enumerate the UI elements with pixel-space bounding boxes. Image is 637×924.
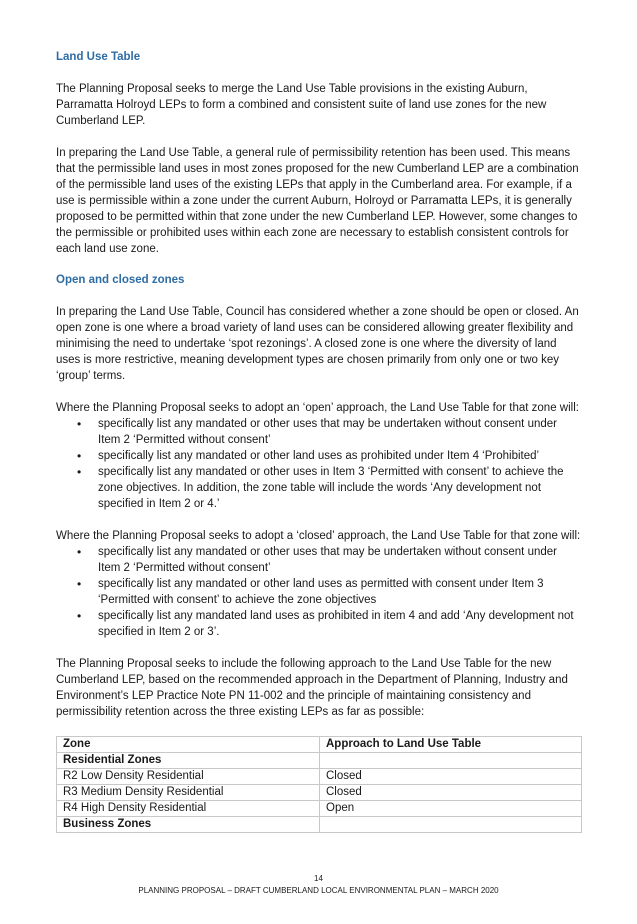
table-cell-zone: R4 High Density Residential (57, 801, 320, 817)
table-row (57, 817, 582, 833)
list-item: • specifically list any mandated land uses as prohibited in item 4 and add ‘Any development not specified in Item 2 or 3’. (56, 608, 582, 640)
table-header-row (57, 737, 582, 753)
land-use-table-heading: Land Use Table (56, 51, 141, 63)
closed-approach-list (56, 544, 582, 640)
table-cell-zone: R2 Low Density Residential (57, 769, 320, 785)
table-row (57, 785, 582, 801)
approach-paragraph: The Planning Proposal seeks to include the following approach to the Land Use Table for the new Cumberland LEP, based on the recommended approach in the Department of Planning, Industry and Environment’s LEP Practice Note PN 11-002 and the principle of maintaining consistency and permissibility retention across the three existing LEPs as far as possible: (56, 658, 568, 718)
open-approach-intro: Where the Planning Proposal seeks to adopt an ‘open’ approach, the Land Use Table for that zone will: (56, 402, 579, 414)
list-item: • specifically list any mandated or other land uses as prohibited under Item 4 ‘Prohibited’ (56, 448, 582, 464)
list-item: • specifically list any mandated or other uses that may be undertaken without consent under Item 2 ‘Permitted without consent’ (56, 416, 582, 448)
zones-paragraph: In preparing the Land Use Table, Council has considered whether a zone should be open or closed. An open zone is one where a broad variety of land uses can be considered allowing greater flexibility and minimising the need to undertake ‘spot rezonings’. A closed zone is one where the diversity of land uses is more restrictive, meaning development types are chosen primarily from only one or two key ‘group’ terms. (56, 306, 579, 382)
closed-approach-intro: Where the Planning Proposal seeks to adopt a ‘closed’ approach, the Land Use Table for that zone will: (56, 530, 581, 542)
land-use-approach-table (56, 736, 582, 833)
land-use-paragraph-2: In preparing the Land Use Table, a general rule of permissibility retention has been used. This means that the permissible land uses in most zones proposed for the new Cumberland LEP are a combination of the permissible land uses of the existing LEPs that apply in the Cumberland area. For example, if a use is permissible within a zone under the current Auburn, Holroyd or Parramatta LEPs, it is generally proposed to be permitted within that zone under the new Cumberland LEP. However, some changes to the permissible or prohibited uses within each zone are necessary to establish consistent controls for each land use zone. (56, 147, 579, 255)
table-cell-approach: Open (320, 801, 582, 817)
document-page (56, 50, 582, 833)
table-cell-zone: Business Zones (57, 817, 320, 833)
table-header-approach: Approach to Land Use Table (320, 737, 582, 753)
table-row (57, 753, 582, 769)
list-item: • specifically list any mandated or other uses in Item 3 ‘Permitted with consent’ to achieve the zone objectives. In addition, the zone table will include the words ‘Any development not specified in Item 2 or 4.’ (56, 464, 582, 512)
table-cell-zone: Residential Zones (57, 753, 320, 769)
table-cell-approach: Closed (320, 785, 582, 801)
table-cell-approach: Closed (320, 769, 582, 785)
list-item: • specifically list any mandated or other land uses as permitted with consent under Item 3 ‘Permitted with consent’ to achieve the zone objectives (56, 576, 582, 608)
open-approach-list (56, 416, 582, 512)
open-closed-zones-heading: Open and closed zones (56, 274, 185, 286)
table-cell-approach (320, 817, 582, 833)
list-item: • specifically list any mandated or other uses that may be undertaken without consent under Item 2 ‘Permitted without consent’ (56, 544, 582, 576)
land-use-paragraph-1: The Planning Proposal seeks to merge the Land Use Table provisions in the existing Auburn, Parramatta Holroyd LEPs to form a combined and consistent suite of land use zones for the new Cumberland LEP. (56, 83, 547, 127)
table-row (57, 801, 582, 817)
table-row (57, 769, 582, 785)
footer-title: PLANNING PROPOSAL – DRAFT CUMBERLAND LOCAL ENVIRONMENTAL PLAN – MARCH 2020 (138, 886, 499, 895)
table-cell-approach (320, 753, 582, 769)
table-cell-zone: R3 Medium Density Residential (57, 785, 320, 801)
page-number: 14 (314, 874, 323, 883)
table-header-zone: Zone (57, 737, 320, 753)
